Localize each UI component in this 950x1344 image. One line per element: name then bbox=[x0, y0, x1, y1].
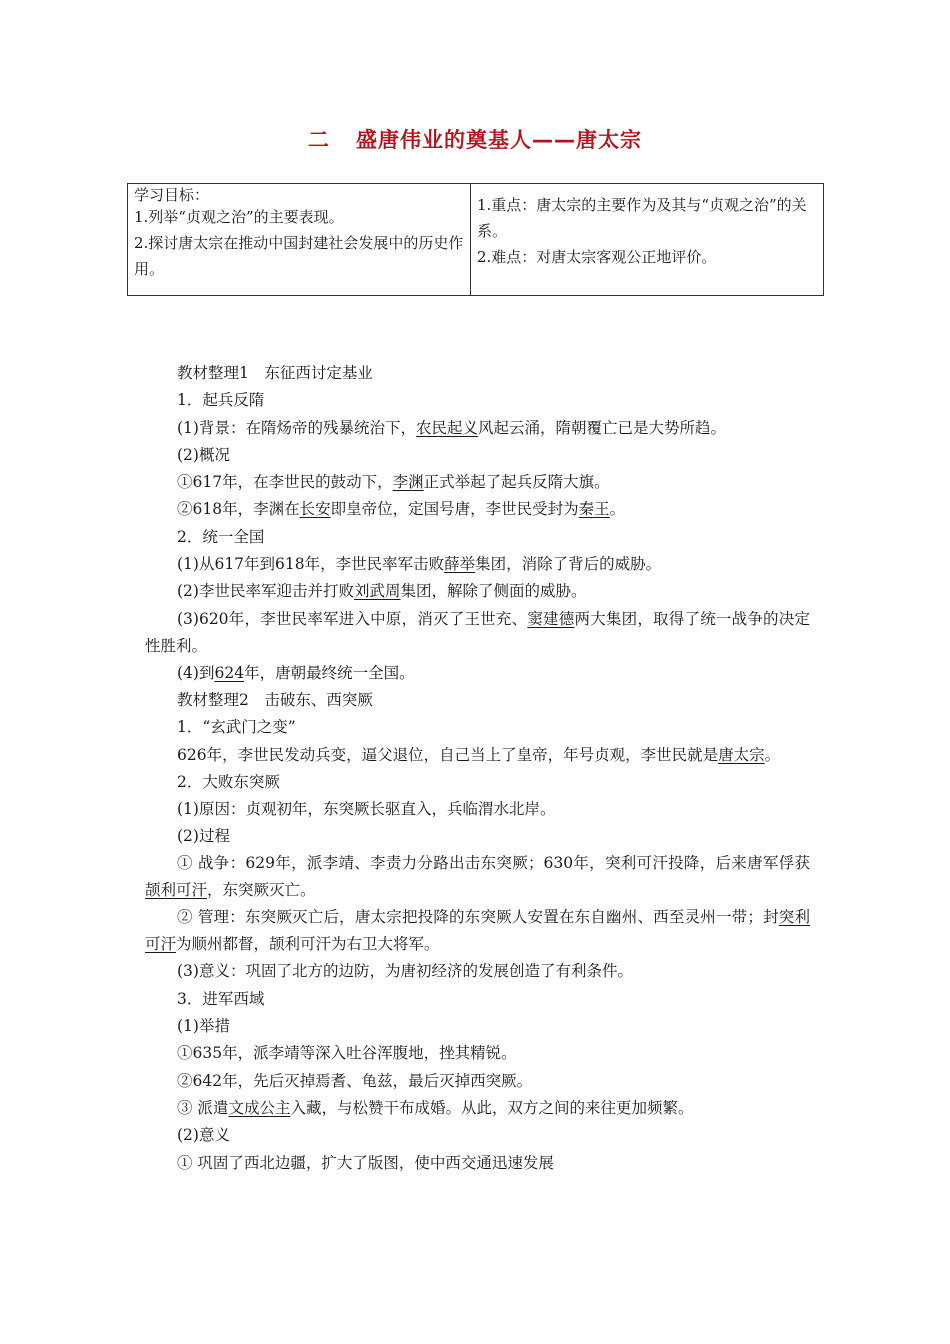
section-heading: 教材整理2 击破东、西突厥 bbox=[177, 690, 373, 709]
subheading: 1．“玄武门之变” bbox=[177, 718, 296, 737]
paragraph: 626年，李世民发动兵变，逼父退位，自己当上了皇帝，年号贞观，李世民就是唐太宗。 bbox=[177, 745, 781, 764]
goal-item: 2.探讨唐太宗在推动中国封建社会发展中的历史作用。 bbox=[134, 234, 464, 278]
key-term: 刘武周 bbox=[353, 582, 401, 601]
key-term: 唐太宗 bbox=[718, 745, 765, 764]
subheading: 2．大败东突厥 bbox=[177, 772, 280, 791]
key-term: 窦建德 bbox=[527, 609, 575, 628]
paragraph: (2)过程 bbox=[177, 827, 230, 846]
paragraph: ① 巩固了西北边疆，扩大了版图，使中西交通迅速发展 bbox=[177, 1153, 554, 1172]
learning-goals-table bbox=[127, 183, 824, 296]
subheading: 2．统一全国 bbox=[177, 527, 265, 546]
paragraph: ③ 派遣文成公主入藏，与松赞干布成婚。从此，双方之间的来往更加频繁。 bbox=[177, 1098, 694, 1117]
paragraph: (3)620年，李世民率军进入中原，消灭了王世充、窦建德两大集团，取得了统一战争的决定性胜利。 bbox=[145, 609, 810, 655]
title-text: 盛唐伟业的奠基人——唐太宗 bbox=[356, 128, 642, 152]
paragraph: (3)意义：巩固了北方的边防，为唐初经济的发展创造了有利条件。 bbox=[177, 962, 633, 981]
paragraph: ①635年，派李靖等深入吐谷浑腹地，挫其精锐。 bbox=[177, 1044, 517, 1063]
key-term: 农民起义 bbox=[415, 418, 478, 437]
paragraph: (1)从617年到618年，李世民率军击败薛举集团，消除了背后的威胁。 bbox=[177, 555, 662, 574]
paragraph: ②618年，李渊在长安即皇帝位，定国号唐，李世民受封为秦王。 bbox=[177, 500, 626, 519]
paragraph: (1)背景：在隋炀帝的残暴统治下，农民起义风起云涌，隋朝覆亡已是大势所趋。 bbox=[177, 418, 726, 437]
paragraph: ② 管理：东突厥灭亡后，唐太宗把投降的东突厥人安置在东自幽州、西至灵州一带；封突利可汗为顺州都督，颉利可汗为右卫大将军。 bbox=[145, 908, 810, 954]
key-term: 文成公主 bbox=[228, 1098, 291, 1117]
subheading: 3．进军西域 bbox=[177, 989, 265, 1008]
learning-goals-cell bbox=[128, 184, 471, 296]
key-term: 突利可汗 bbox=[145, 908, 810, 954]
section-heading: 教材整理1 东征西讨定基业 bbox=[177, 364, 373, 382]
paragraph: (2)李世民率军迎击并打败刘武周集团，解除了侧面的威胁。 bbox=[177, 582, 587, 601]
paragraph: (1)原因：贞观初年，东突厥长驱直入，兵临渭水北岸。 bbox=[177, 799, 556, 818]
goals-header: 学习目标： bbox=[134, 186, 210, 204]
subheading: 1．起兵反隋 bbox=[177, 391, 265, 410]
key-term: 薛举 bbox=[444, 555, 476, 574]
key-term: 624 bbox=[214, 663, 245, 682]
paragraph: (2)意义 bbox=[177, 1126, 230, 1145]
paragraph: (2)概况 bbox=[177, 445, 230, 464]
paragraph: (1)举措 bbox=[177, 1017, 230, 1036]
key-points-cell bbox=[471, 184, 824, 296]
key-term: 李渊 bbox=[392, 473, 424, 492]
page-title bbox=[0, 124, 950, 154]
main-content bbox=[145, 360, 810, 1177]
paragraph: ① 战争：629年，派李靖、李责力分路出击东突厥；630年，突利可汗投降，后来唐军俘获颉利可汗，东突厥灭亡。 bbox=[145, 854, 810, 900]
paragraph: ①617年，在李世民的鼓动下，李渊正式举起了起兵反隋大旗。 bbox=[177, 473, 610, 492]
paragraph: (4)到624年，唐朝最终统一全国。 bbox=[177, 663, 415, 682]
paragraph: ②642年，先后灭掉焉耆、龟兹，最后灭掉西突厥。 bbox=[177, 1071, 533, 1090]
key-term: 长安 bbox=[299, 500, 331, 519]
goal-item: 1.列举“贞观之治”的主要表现。 bbox=[134, 208, 344, 226]
difficulty-item: 2.难点：对唐太宗客观公正地评价。 bbox=[477, 248, 717, 266]
key-term: 秦王 bbox=[578, 500, 610, 519]
key-point-item: 1.重点：唐太宗的主要作为及其与“贞观之治”的关系。 bbox=[477, 196, 807, 240]
title-number: 二 bbox=[308, 128, 330, 152]
key-term: 颉利可汗 bbox=[145, 881, 208, 900]
